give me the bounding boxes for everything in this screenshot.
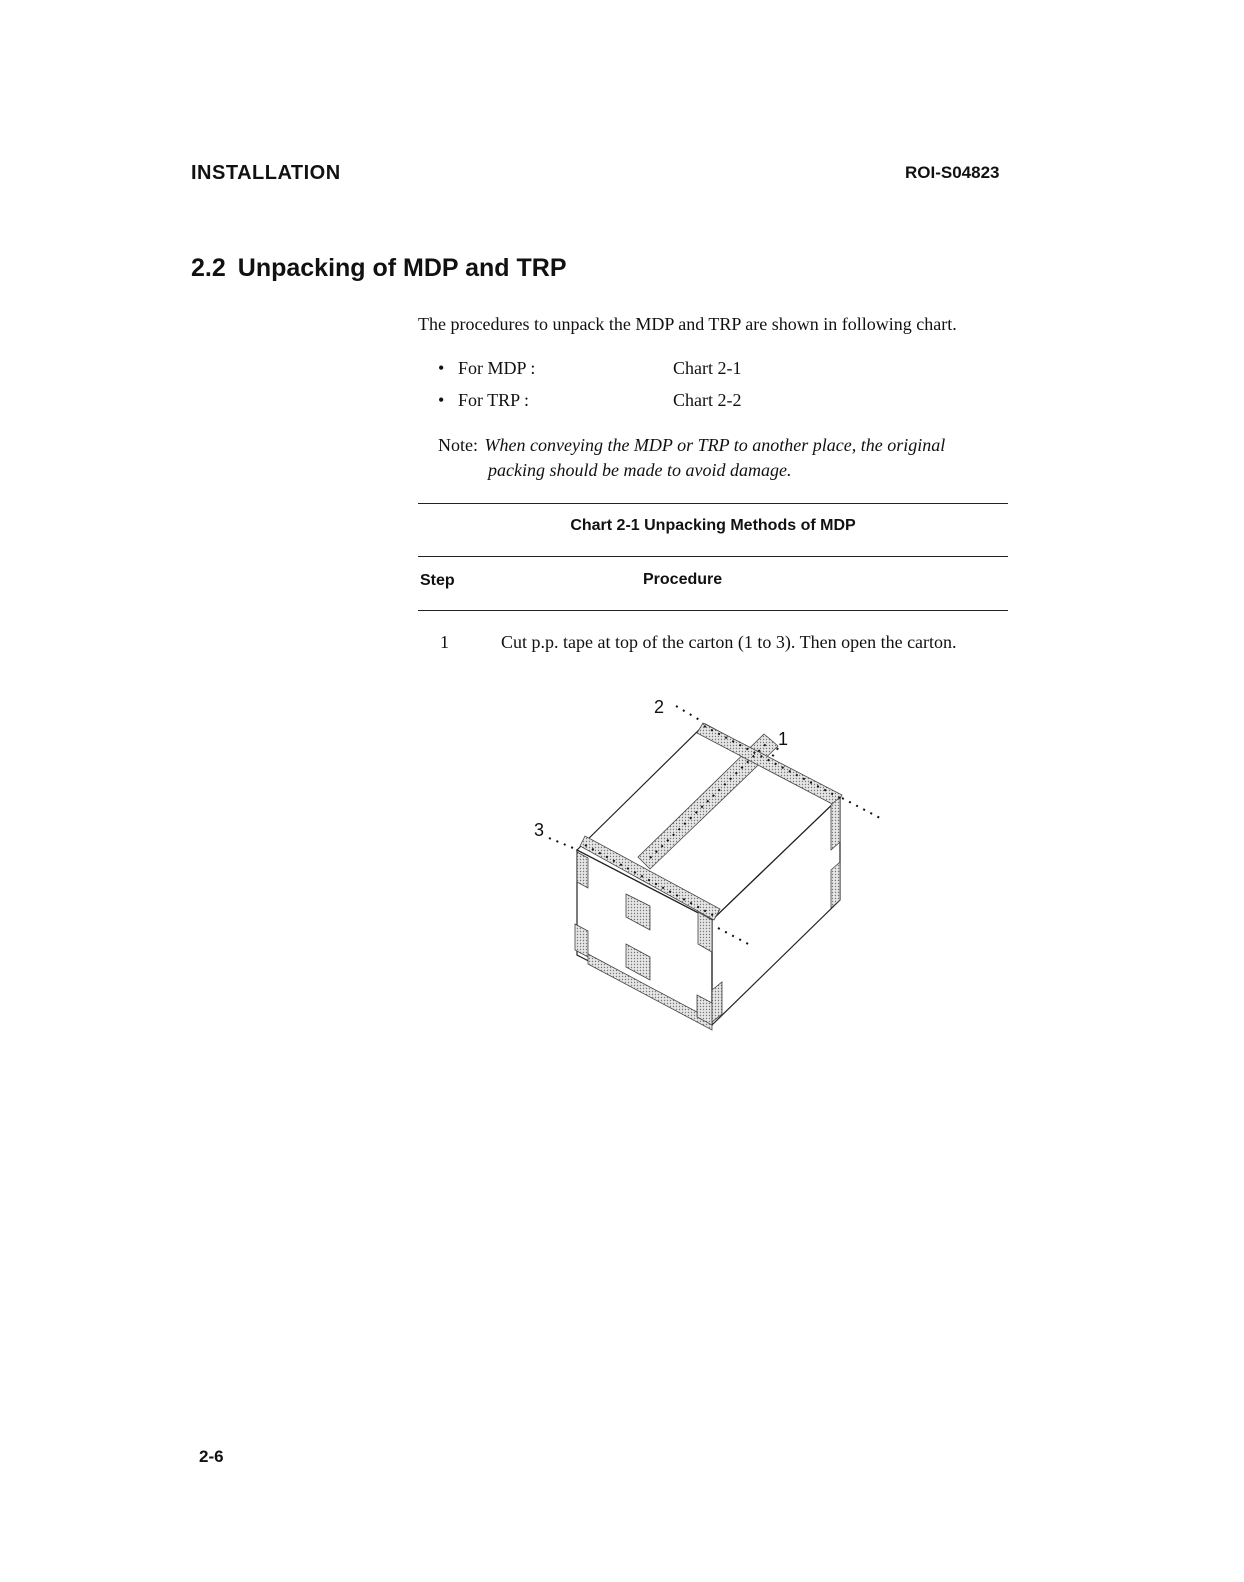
tape-right-end	[831, 797, 840, 850]
bullet-glyph: •	[438, 390, 445, 410]
bullet-label: For TRP :	[458, 390, 530, 410]
running-header-section: INSTALLATION	[191, 162, 341, 184]
intro-paragraph: The procedures to unpack the MDP and TRP are shown in following chart.	[418, 314, 957, 334]
chart-title: Chart 2-1 Unpacking Methods of MDP	[570, 517, 856, 534]
callout-label-3: 3	[534, 820, 545, 840]
leader-line	[676, 706, 703, 722]
column-header-step: Step	[420, 572, 455, 589]
table-rule	[418, 556, 1008, 557]
chart-reference: Chart 2-1	[673, 358, 742, 378]
corner-tape	[831, 862, 840, 908]
leader-line	[842, 798, 880, 818]
table-rule	[418, 610, 1008, 611]
carton-right-face	[712, 797, 840, 1025]
page-number: 2-6	[199, 1447, 224, 1466]
note-label: Note:	[438, 435, 478, 455]
tape-left-end	[577, 852, 588, 888]
running-header-doc-id: ROI-S04823	[905, 163, 1000, 182]
leader-line	[718, 928, 752, 946]
corner-tape	[626, 894, 650, 930]
note	[438, 433, 1010, 483]
section-number: 2.2	[191, 254, 226, 282]
corner-tape	[626, 944, 650, 980]
section-title-text: Unpacking of MDP and TRP	[237, 254, 567, 282]
step-procedure: Cut p.p. tape at top of the carton (1 to 3). Then open the carton.	[501, 632, 957, 652]
callout-label-2: 2	[654, 697, 665, 717]
bullet-label: For MDP :	[458, 358, 536, 378]
section-title	[191, 254, 567, 283]
step-number: 1	[440, 632, 449, 652]
leader-line	[549, 838, 578, 850]
callout-label-1: 1	[778, 729, 789, 749]
table-rule-top	[418, 503, 1008, 504]
note-line-2: packing should be made to avoid damage.	[488, 460, 792, 480]
chart-reference: Chart 2-2	[673, 390, 742, 410]
carton-top-face	[577, 724, 840, 920]
list-item	[438, 390, 741, 411]
column-header-procedure: Procedure	[643, 571, 723, 588]
carton-illustration	[520, 690, 900, 1040]
note-line-1: When conveying the MDP or TRP to another place, the original	[484, 435, 946, 455]
list-item	[438, 358, 741, 379]
bullet-glyph: •	[438, 358, 445, 378]
